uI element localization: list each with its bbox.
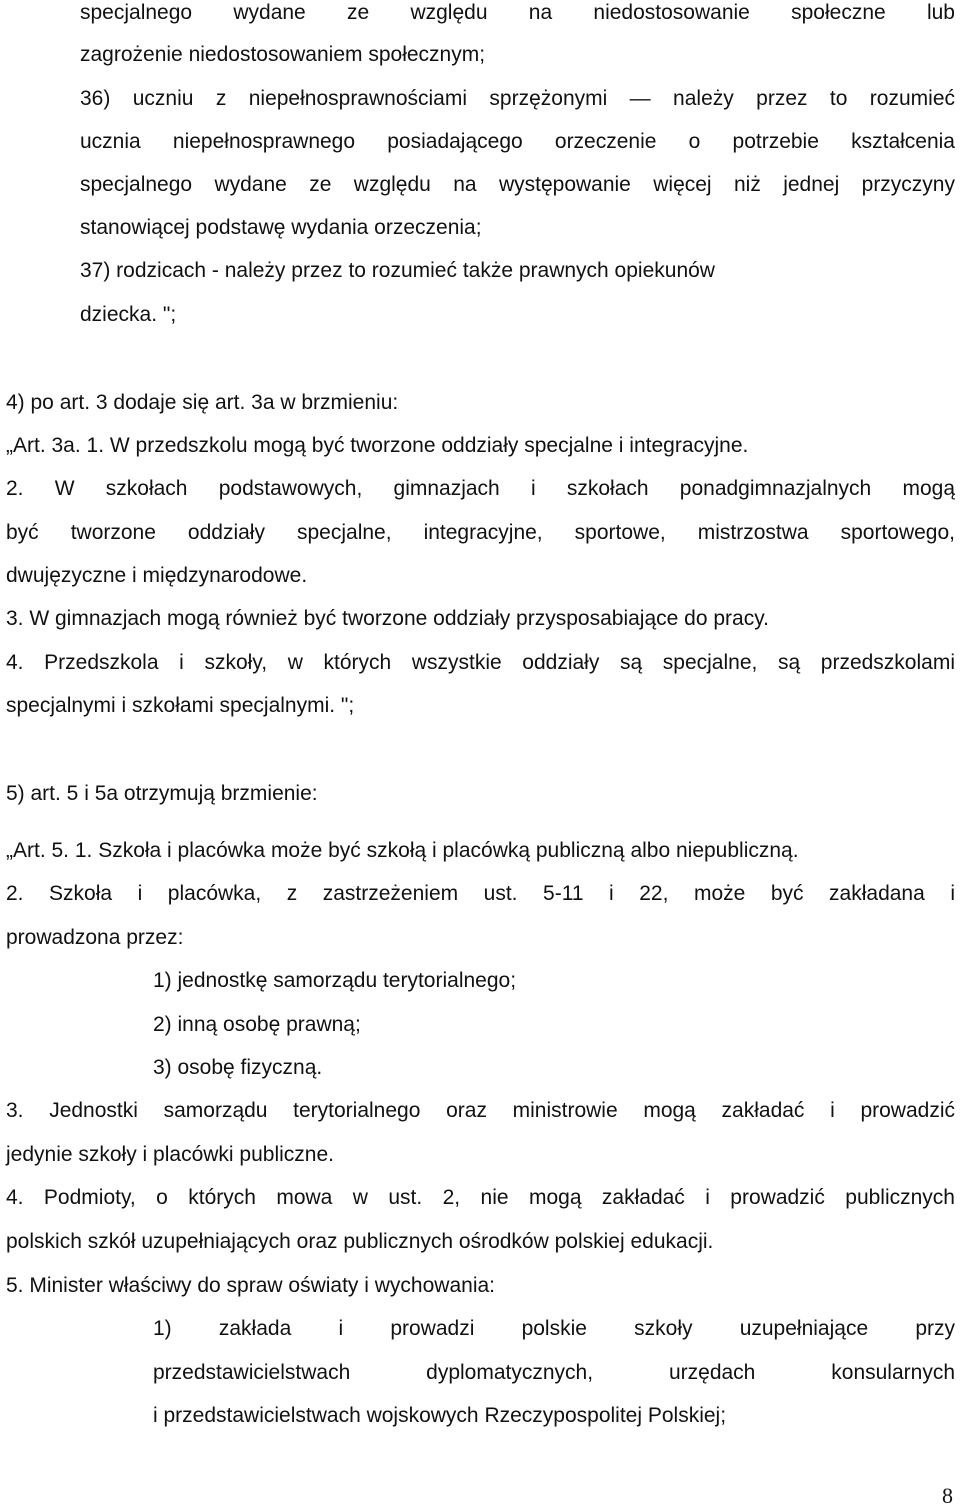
text-line: 3. W gimnazjach mogą również być tworzone oddziały przysposabiające do pracy. [6,607,769,630]
text-line: prowadzona przez: [6,926,184,949]
list-item: 2) inną osobę prawną; [153,1013,361,1036]
list-item: i przedstawicielstwach wojskowych Rzeczypospolitej Polskiej; [153,1404,727,1427]
text-line: ucznia niepełnosprawnego posiadającego orzeczenie o potrzebie kształcenia [80,130,955,153]
text-line: 37) rodzicach - należy przez to rozumieć także prawnych opiekunów [80,259,715,282]
list-item: przedstawicielstwach dyplomatycznych, urzędach konsularnych [153,1361,955,1384]
text-line: dziecka. "; [80,303,177,326]
text-line: 4. Przedszkola i szkoły, w których wszystkie oddziały są specjalne, są przedszkolami [6,651,955,674]
text-line: 2. Szkoła i placówka, z zastrzeżeniem ust. 5-11 i 22, może być zakładana i [6,882,955,905]
text-line: 4) po art. 3 dodaje się art. 3a w brzmieniu: [6,391,399,414]
text-line: zagrożenie niedostosowaniem społecznym; [80,43,486,66]
text-line: 3. Jednostki samorządu terytorialnego oraz ministrowie mogą zakładać i prowadzić [6,1099,955,1122]
text-line: polskich szkół uzupełniających oraz publicznych ośrodków polskiej edukacji. [6,1230,714,1253]
text-line: stanowiącej podstawę wydania orzeczenia; [80,216,482,239]
text-line: specjalnego wydane ze względu na niedostosowanie społeczne lub [80,1,955,24]
page-number: 8 [942,1483,953,1508]
text-line: specjalnymi i szkołami specjalnymi. "; [6,694,355,717]
text-line: 2. W szkołach podstawowych, gimnazjach i szkołach ponadgimnazjalnych mogą [6,477,955,500]
list-item: 1) jednostkę samorządu terytorialnego; [153,969,517,992]
text-line: specjalnego wydane ze względu na występowanie więcej niż jednej przyczyny [80,173,955,196]
text-line: „Art. 3a. 1. W przedszkolu mogą być tworzone oddziały specjalne i integracyjne. [6,434,749,457]
text-line: jedynie szkoły i placówki publiczne. [6,1143,334,1166]
text-line: dwujęzyczne i międzynarodowe. [6,564,308,587]
text-line: „Art. 5. 1. Szkoła i placówka może być szkołą i placówką publiczną albo niepubliczną. [6,839,799,862]
list-item: 3) osobę fizyczną. [153,1056,323,1079]
text-line: być tworzone oddziały specjalne, integracyjne, sportowe, mistrzostwa sportowego, [6,521,955,544]
text-line: 5. Minister właściwy do spraw oświaty i wychowania: [6,1274,495,1297]
text-line: 36) uczniu z niepełnosprawnościami sprzężonymi — należy przez to rozumieć [80,87,955,110]
text-line: 5) art. 5 i 5a otrzymują brzmienie: [6,782,318,805]
list-item: 1) zakłada i prowadzi polskie szkoły uzupełniające przy [153,1317,955,1340]
text-line: 4. Podmioty, o których mowa w ust. 2, nie mogą zakładać i prowadzić publicznych [6,1186,955,1209]
